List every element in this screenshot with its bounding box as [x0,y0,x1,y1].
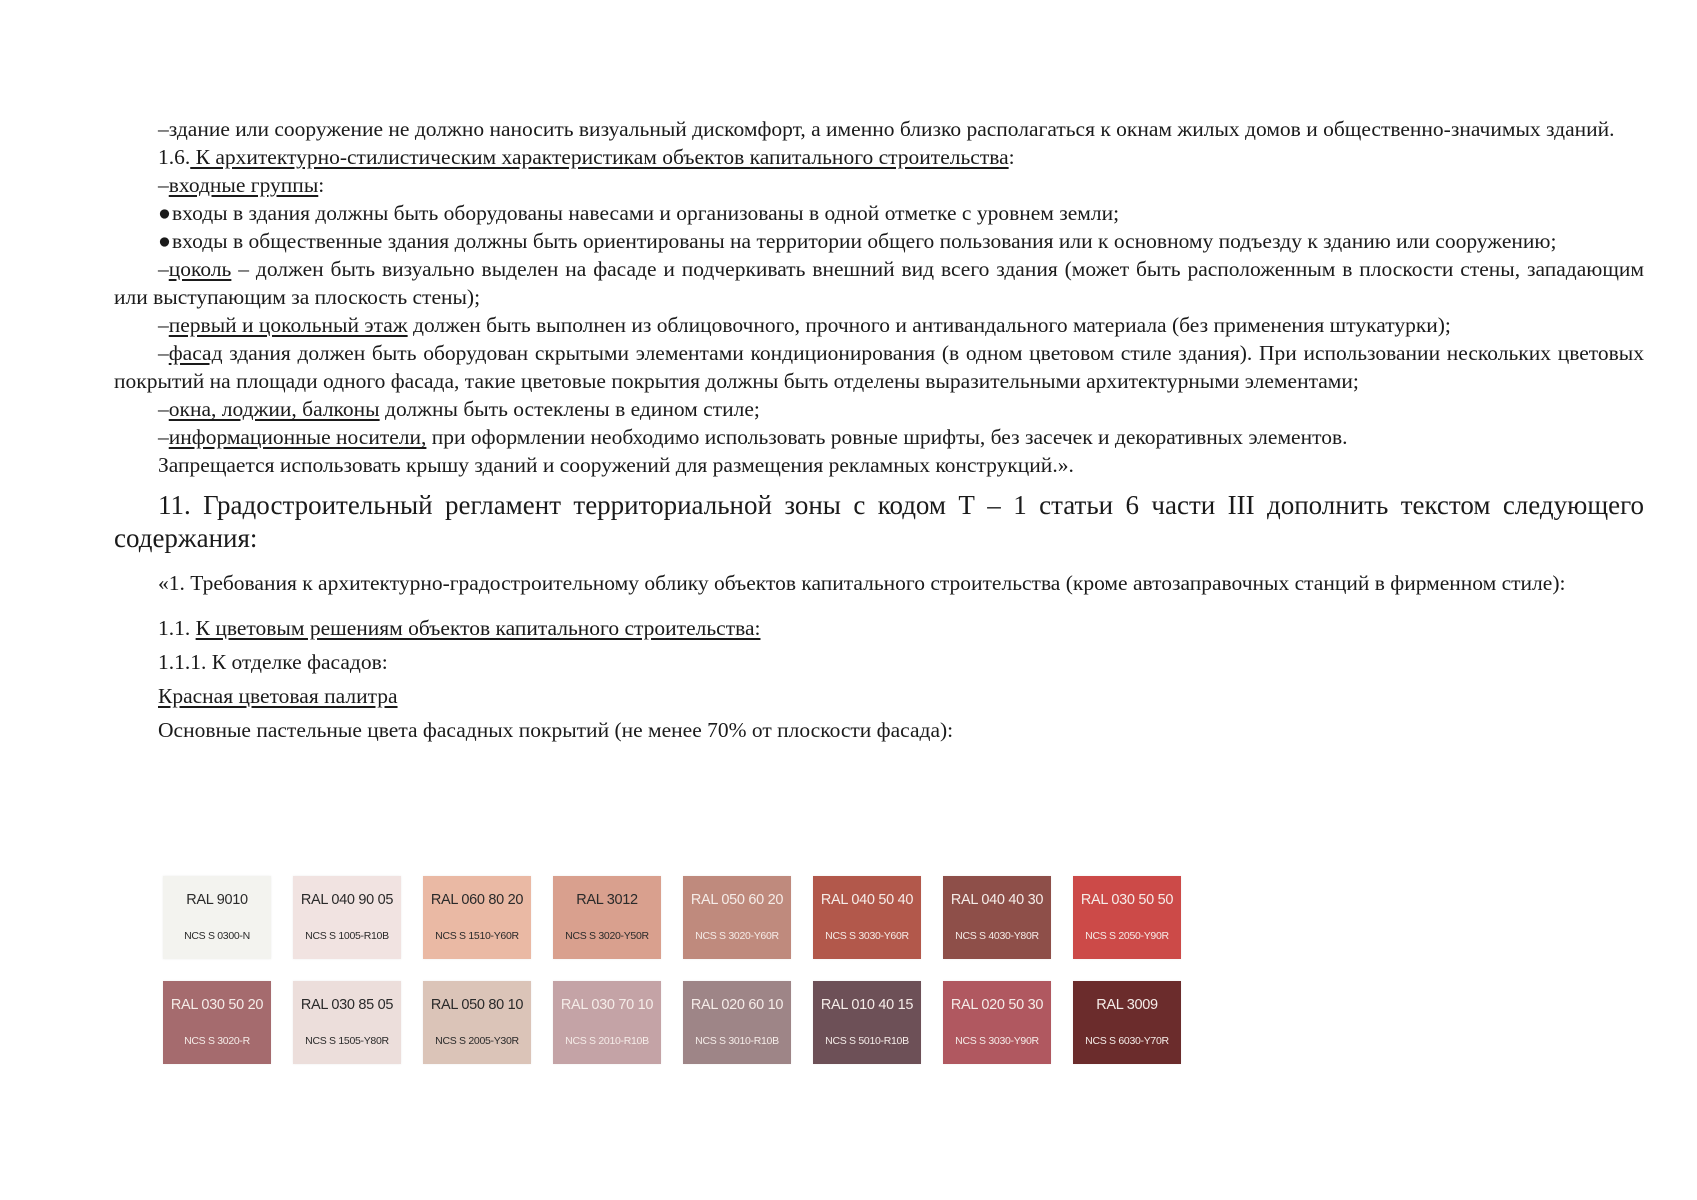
swatch-ral-code: RAL 030 50 50 [1080,892,1174,908]
paragraph-plinth: –цоколь – должен быть визуально выделен на фасаде и подчеркивать внешний вид всего здания (может быть расположенным в плоскости стены, западающим или выступающим за плоскость стены); [114,257,1644,309]
color-swatch [553,876,661,959]
color-swatch [163,981,271,1064]
swatch-ral-code: RAL 040 40 30 [950,892,1044,908]
paragraph-first-floor: –первый и цокольный этаж должен быть выполнен из облицовочного, прочного и антивандального материала (без применения штукатурки); [158,313,1451,337]
palette-description: Основные пастельные цвета фасадных покрытий (не менее 70% от плоскости фасада): [158,718,954,742]
color-swatch [943,981,1051,1064]
paragraph-entry-groups: –входные группы: [158,173,325,197]
swatch-ral-code: RAL 030 70 10 [560,997,654,1013]
bullet-icon: ● [158,201,171,225]
swatch-ncs-code: NCS S 6030-Y70R [1085,1035,1169,1047]
document-body [114,115,1644,747]
swatch-ral-code: RAL 020 60 10 [690,997,784,1013]
palette-title: Красная цветовая палитра [158,684,398,708]
color-swatch [813,981,921,1064]
paragraph-1-6: 1.6. К архитектурно-стилистическим характеристикам объектов капитального строительства: [158,145,1015,169]
swatch-ncs-code: NCS S 3020-Y60R [695,930,779,942]
swatch-ncs-code: NCS S 3030-Y90R [955,1035,1039,1047]
paragraph-1-1-1: 1.1.1. К отделке фасадов: [158,650,388,674]
swatch-ral-code: RAL 050 80 10 [430,997,524,1013]
swatch-ral-code: RAL 040 50 40 [820,892,914,908]
paragraph-windows: –окна, лоджии, балконы должны быть остеклены в едином стиле; [158,397,760,421]
color-swatch [813,876,921,959]
section-1-1-title: К цветовым решениям объектов капитального строительства: [195,616,761,640]
swatch-ral-code: RAL 040 90 05 [300,892,394,908]
paragraph-roof-ads: Запрещается использовать крышу зданий и сооружений для размещения рекламных конструкций.». [158,453,1074,477]
paragraph-visual-discomfort: –здание или сооружение не должно наносить визуальный дискомфорт, а именно близко располагаться к окнам жилых домов и общественно-значимых зданий. [158,117,1615,141]
bullet-icon: ● [158,229,171,253]
swatch-ncs-code: NCS S 3020-Y50R [565,930,649,942]
swatch-ral-code: RAL 9010 [186,892,248,908]
color-swatch [423,981,531,1064]
paragraph-info-carriers: –информационные носители, при оформлении необходимо использовать ровные шрифты, без засечек и декоративных элементов. [158,425,1348,449]
section-1-6-title: К архитектурно-стилистическим характеристикам объектов капитального строительства [190,145,1009,169]
color-swatch [1073,981,1181,1064]
swatch-ral-code: RAL 050 60 20 [690,892,784,908]
swatch-ncs-code: NCS S 0300-N [184,930,250,942]
first-floor-term: первый и цокольный этаж [168,313,408,337]
color-swatch [943,876,1051,959]
swatch-ral-code: RAL 3012 [576,892,638,908]
color-swatch [163,876,271,959]
paragraph-1-1: 1.1. К цветовым решениям объектов капитального строительства: [158,616,761,640]
bullet-item-entrances: ●входы в здания должны быть оборудованы навесами и организованы в одной отметке с уровнем земли; [158,201,1120,225]
color-swatch [293,981,401,1064]
swatch-ral-code: RAL 060 80 20 [430,892,524,908]
swatch-ncs-code: NCS S 4030-Y80R [955,930,1039,942]
swatch-ral-code: RAL 030 85 05 [300,997,394,1013]
swatch-ncs-code: NCS S 1505-Y80R [305,1035,389,1047]
swatch-ncs-code: NCS S 3010-R10B [695,1035,779,1047]
color-palette-grid [163,876,1181,1064]
bullet-item-public-entrances: ●входы в общественные здания должны быть ориентированы на территории общего пользования или к основному подъезду к зданию или сооружению; [158,229,1557,253]
swatch-ral-code: RAL 3009 [1096,997,1158,1013]
swatch-ncs-code: NCS S 3020-R [184,1035,250,1047]
swatch-ncs-code: NCS S 1510-Y60R [435,930,519,942]
swatch-ncs-code: NCS S 1005-R10B [305,930,389,942]
color-swatch [293,876,401,959]
swatch-ncs-code: NCS S 2050-Y90R [1085,930,1169,942]
paragraph-facade: –фасад здания должен быть оборудован скрытыми элементами кондиционирования (в одном цветовом стиле здания). При использовании нескольких цветовых покрытий на площади одного фасада, такие цветовые покрытия должны быть отделены выразительными архитектурными элементами; [114,341,1644,393]
section-11-heading: 11. Градостроительный регламент территориальной зоны с кодом Т – 1 статьи 6 части III дополнить текстом следующего содержания: [114,490,1644,553]
color-swatch [683,876,791,959]
swatch-ncs-code: NCS S 5010-R10B [825,1035,909,1047]
swatch-ral-code: RAL 010 40 15 [820,997,914,1013]
color-swatch [683,981,791,1064]
entry-groups-term: входные группы [168,173,319,197]
swatch-ncs-code: NCS S 3030-Y60R [825,930,909,942]
plinth-term: цоколь [168,257,232,281]
swatch-ral-code: RAL 030 50 20 [170,997,264,1013]
color-swatch [423,876,531,959]
windows-term: окна, лоджии, балконы [168,397,380,421]
swatch-ncs-code: NCS S 2005-Y30R [435,1035,519,1047]
info-carriers-term: информационные носители, [168,425,427,449]
swatch-ncs-code: NCS S 2010-R10B [565,1035,649,1047]
paragraph-requirements: «1. Требования к архитектурно-градостроительному облику объектов капитального строительства (кроме автозаправочных станций в фирменном стиле): [158,571,1566,595]
facade-term: фасад [168,341,223,365]
color-swatch [553,981,661,1064]
swatch-ral-code: RAL 020 50 30 [950,997,1044,1013]
color-swatch [1073,876,1181,959]
